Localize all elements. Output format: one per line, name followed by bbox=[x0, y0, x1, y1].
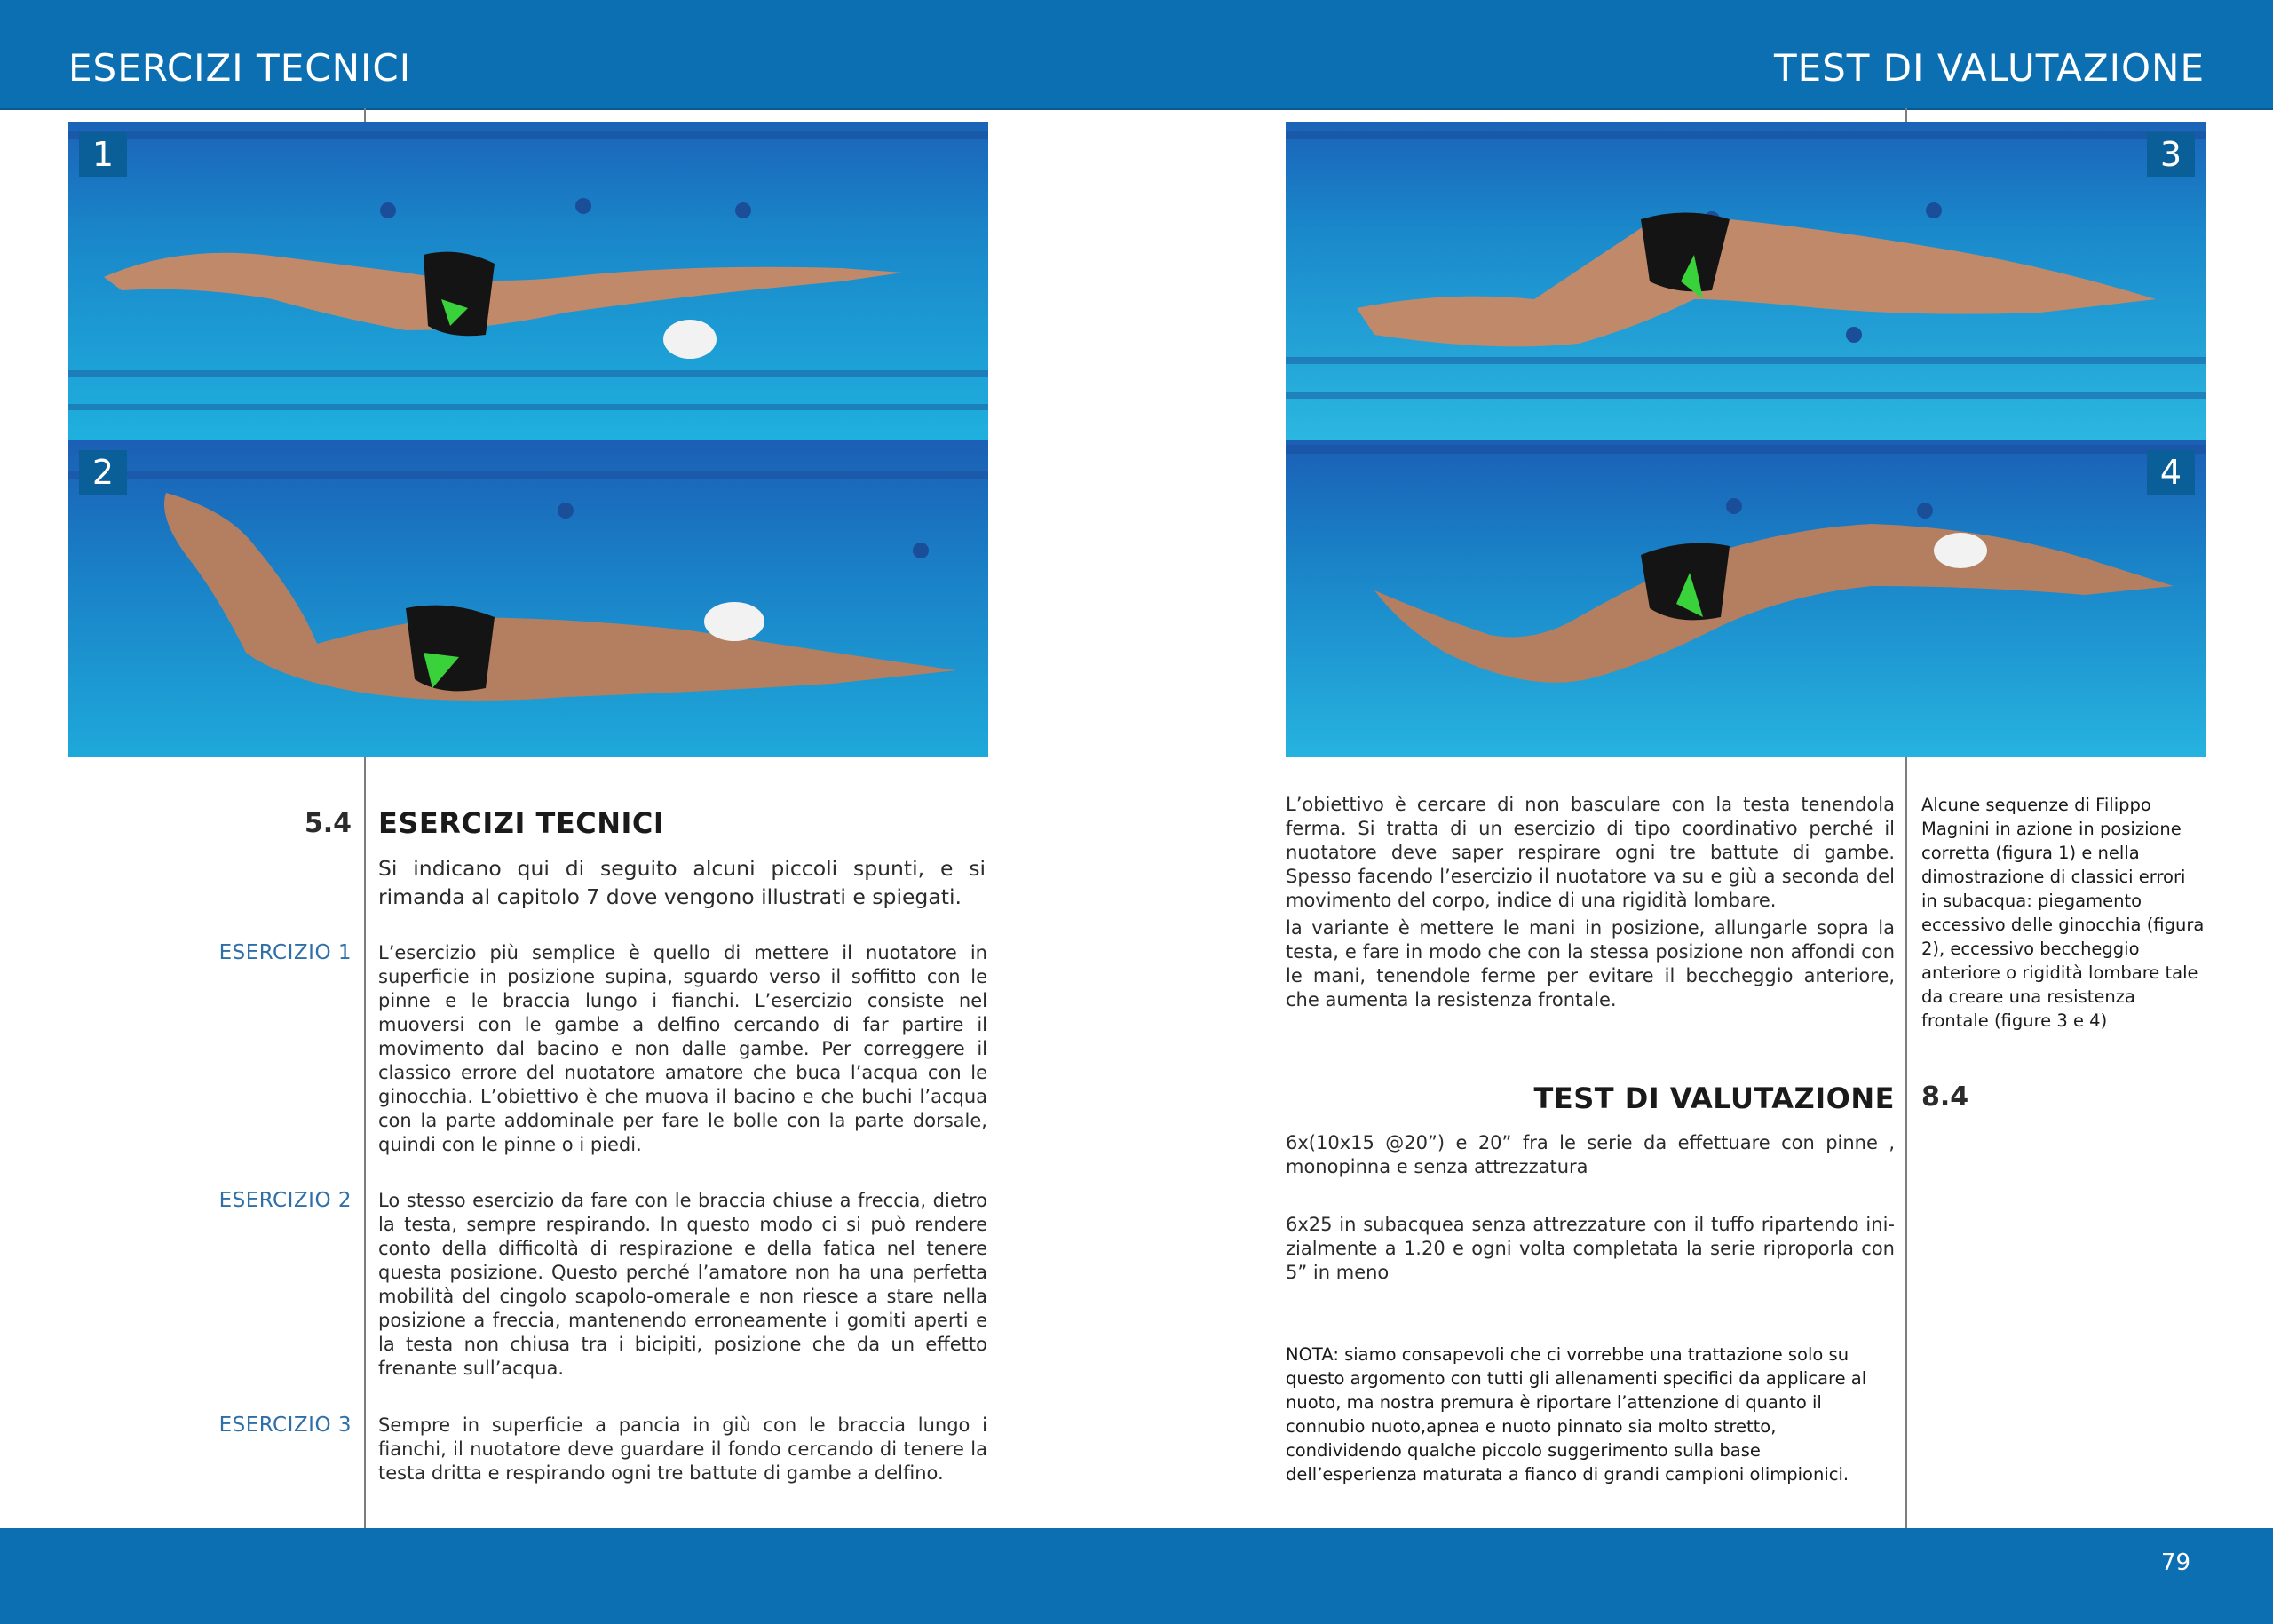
photo-figure-1 bbox=[68, 122, 988, 440]
exercise-3-text: Sempre in superficie a pancia in giù con le braccia lungo i fianchi, il nuotatore deve guardare il fondo cercando di tenere la testa dritta e respirando ogni tre battute di gambe a delfino. bbox=[378, 1414, 987, 1484]
swimmer-underwater-image bbox=[1286, 440, 2206, 757]
section-title-esercizi-tecnici: ESERCIZI TECNICI bbox=[378, 806, 665, 840]
exercise-2-label: ESERCIZIO 2 bbox=[218, 1189, 352, 1212]
figure-number-badge: 2 bbox=[79, 450, 127, 495]
swimmer-underwater-image bbox=[68, 440, 988, 757]
exercise-3-continued-text: L’obiettivo è cercare di non basculare con la testa tenendola ferma. Si tratta di un esercizio di tipo coordinativo perché il nuotatore deve saper respirare ogni tre battute di gambe. Spesso facendo l’esercizio il nuotatore va su e giù a seconda del movimento del corpo, indice di una rigidità lombare. bbox=[1286, 794, 1895, 911]
bottom-footer-bar bbox=[0, 1528, 2273, 1624]
exercise-2-text: Lo stesso esercizio da fare con le braccia chiuse a freccia, dietro la testa, sempre respirando. In questo modo ci si può rendere conto della difficoltà di respirazione e della fatica nel tenere questa posizione. Questo perché l’amatore non ha una perfetta mobilità del cingolo scapolo-omerale e non riesce a stare nella posizione a freccia, mantenendo erroneamente i gomiti aperti e la testa non chiusa tra i bicipiti, posizione che da un effetto frenante sull’acqua. bbox=[378, 1190, 987, 1379]
photo-figure-4 bbox=[1286, 440, 2206, 757]
exercise-variant-text: la variante è mettere le mani in posizione, allungarle sopra la testa, e fare in modo che con la stessa posizione non affondi con le mani, tenendole ferme per evitare il beccheggio anteriore, che aumenta la resistenza frontale. bbox=[1286, 917, 1895, 1010]
section-number-8-4: 8.4 bbox=[1921, 1081, 1969, 1113]
exercise-3-label: ESERCIZIO 3 bbox=[218, 1414, 352, 1437]
note-text: NOTA: siamo consapevoli che ci vorrebbe una trattazione solo su questo argomento con tutti gli allenamenti specifici da applicare al nuoto, ma nostra premura è riportare l’attenzione di quanto il connubio nuoto,apnea e nuoto pinnato sia molto stretto, condividendo qualche piccolo suggerimento sulla base dell’esperienza maturata a fianco di grandi campioni olimpionici. bbox=[1286, 1344, 1867, 1485]
figure-number-badge: 1 bbox=[79, 132, 127, 177]
test-2-text: 6x25 in subacquea senza attrezzature con il tuffo ripartendo inizialmente a 1.20 e ogni volta completata la serie riproporla con 5” in meno bbox=[1286, 1214, 1895, 1283]
photo-figure-3 bbox=[1286, 122, 2206, 440]
figure-number-badge: 4 bbox=[2147, 450, 2195, 495]
figure-number-badge: 3 bbox=[2147, 132, 2195, 177]
right-page-header-title: TEST DI VALUTAZIONE bbox=[1773, 46, 2205, 90]
section-title-test-di-valutazione: TEST DI VALUTAZIONE bbox=[1533, 1081, 1895, 1115]
exercise-1-label: ESERCIZIO 1 bbox=[218, 941, 352, 964]
figure-caption: Alcune sequenze di Filippo Magnini in azione in posizione corretta (figura 1) e nella dimostrazione di classici errori in subacqua: piegamento eccessivo delle ginocchia (figura 2), eccessivo beccheggio anteriore o rigidità lombare tale da creare una resistenza frontale (figure 3 e 4) bbox=[1921, 795, 2205, 1031]
photo-figure-2 bbox=[68, 440, 988, 757]
exercise-1-text: L’esercizio più semplice è quello di mettere il nuotatore in superficie in posizione supina, sguardo verso il soffitto con le pinne e le braccia lungo i fianchi. L’esercizio consiste nel muoversi con le gambe a delfino cercando di far partire il movimento dal bacino e non dalle gambe. Per correggere il classico errore del nuotatore amatore che buca l’acqua con le ginocchia. L’obiettivo è che muova il bacino e che buchi l’acqua con la parte addominale per fare le bolle con la parte dorsale, quindi con le pinne o i piedi. bbox=[378, 942, 987, 1155]
section-intro: Si indicano qui di seguito alcuni piccoli spunti, e si rimanda al capitolo 7 dove vengono illustrati e spiegati. bbox=[378, 856, 986, 909]
top-header-bar bbox=[0, 0, 2273, 110]
swimmer-underwater-image bbox=[1286, 122, 2206, 440]
left-page-header-title: ESERCIZI TECNICI bbox=[68, 46, 412, 90]
page-number: 79 bbox=[2160, 1549, 2190, 1576]
swimmer-underwater-image bbox=[68, 122, 988, 440]
test-1-text: 6x(10x15 @20”) e 20” fra le serie da effettuare con pinne , monopinna e senza attrezzatura bbox=[1286, 1132, 1895, 1177]
section-number-5-4: 5.4 bbox=[304, 808, 352, 839]
